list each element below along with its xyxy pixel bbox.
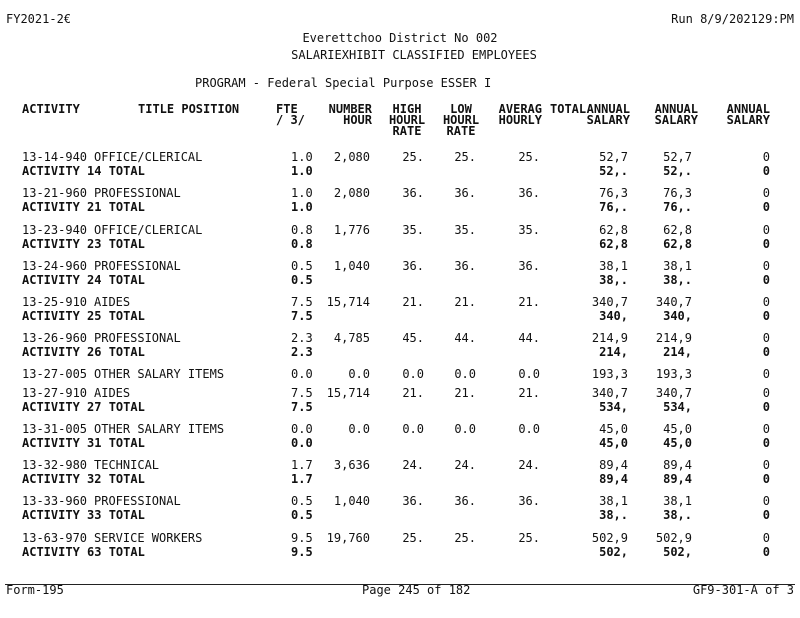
row-annual-salary-1: 534, [599,400,628,414]
row-fte: 2.3 [291,345,313,359]
row-annual-salary-1: 52,7 [599,150,628,164]
row-high-rate: 35. [402,223,424,237]
row-activity: ACTIVITY 14 TOTAL [22,164,145,178]
row-title: AIDES [94,295,131,309]
table-row [0,223,800,237]
row-annual-salary-1: 76,3 [599,186,628,200]
row-high-rate: 21. [402,295,424,309]
form-number: Form-195 [6,583,64,597]
row-annual-salary-1: 340,7 [591,295,628,309]
row-annual-salary-3: 0 [762,200,770,214]
row-low-rate: 36. [454,186,476,200]
row-activity: ACTIVITY 24 TOTAL [22,273,145,287]
run-stamp: Run 8/9/202129:PM [671,12,794,26]
row-annual-salary-1: 45,0 [599,422,628,436]
row-average-hourly: 36. [518,494,540,508]
row-annual-salary-2: 214,9 [655,331,692,345]
row-annual-salary-3: 0 [762,508,770,522]
row-activity: 13-63-970 [22,531,88,545]
row-annual-salary-2: 38,. [663,508,692,522]
row-activity: 13-33-960 [22,494,88,508]
col-low-rate: LOW HOURL RATE [442,102,480,138]
row-annual-salary-2: 214, [663,345,692,359]
row-annual-salary-2: 45,0 [663,422,692,436]
row-hours: 0.0 [348,367,370,381]
col-activity: ACTIVITY [22,102,80,116]
row-high-rate: 24. [402,458,424,472]
table-row [0,331,800,345]
row-fte: 7.5 [291,386,313,400]
row-annual-salary-1: 38,1 [599,259,628,273]
row-annual-salary-1: 38,. [599,508,628,522]
row-low-rate: 36. [454,259,476,273]
row-annual-salary-2: 38,1 [663,494,692,508]
row-title: SERVICE WORKERS [94,531,203,545]
table-row [0,531,800,545]
row-hours: 19,760 [326,531,370,545]
row-annual-salary-1: 89,4 [599,472,628,486]
row-fte: 0.5 [291,273,313,287]
table-row [0,295,800,309]
row-annual-salary-3: 0 [762,531,770,545]
row-annual-salary-1: 214,9 [591,331,628,345]
row-annual-salary-2: 340,7 [655,386,692,400]
row-annual-salary-2: 340, [663,309,692,323]
row-fte: 1.0 [291,186,313,200]
col-high-rate: HIGH HOURL RATE [388,102,426,138]
row-hours: 2,080 [333,150,370,164]
col-number-hours: NUMBER HOUR [328,102,372,127]
row-annual-salary-2: 38,. [663,273,692,287]
row-hours: 15,714 [326,295,370,309]
row-annual-salary-2: 193,3 [655,367,692,381]
row-annual-salary-3: 0 [762,422,770,436]
row-activity: 13-23-940 [22,223,88,237]
row-title: AIDES [94,386,131,400]
row-annual-salary-3: 0 [762,259,770,273]
row-activity: 13-31-005 [22,422,88,436]
row-annual-salary-2: 89,4 [663,458,692,472]
row-annual-salary-3: 0 [762,494,770,508]
row-activity: 13-21-960 [22,186,88,200]
row-fte: 7.5 [291,295,313,309]
row-average-hourly: 24. [518,458,540,472]
row-annual-salary-2: 52,7 [663,150,692,164]
row-annual-salary-3: 0 [762,458,770,472]
subtotal-row [0,345,800,359]
row-annual-salary-2: 76,3 [663,186,692,200]
table-row [0,150,800,164]
col-average-hourly: AVERAG HOURLY [498,102,542,127]
row-hours: 1,040 [333,259,370,273]
row-high-rate: 45. [402,331,424,345]
row-fte: 1.7 [291,472,313,486]
row-annual-salary-3: 0 [762,309,770,323]
row-average-hourly: 0.0 [518,422,540,436]
row-activity: 13-32-980 [22,458,88,472]
row-fte: 9.5 [291,545,313,559]
row-hours: 1,040 [333,494,370,508]
col-annual-salary-2: ANNUAL SALARY [654,102,698,127]
row-annual-salary-3: 0 [762,345,770,359]
row-title: PROFESSIONAL [94,494,181,508]
row-title: OTHER SALARY ITEMS [94,367,225,381]
row-low-rate: 21. [454,295,476,309]
row-annual-salary-1: 52,. [599,164,628,178]
row-annual-salary-2: 502,9 [655,531,692,545]
row-high-rate: 25. [402,531,424,545]
row-annual-salary-1: 62,8 [599,237,628,251]
row-annual-salary-3: 0 [762,237,770,251]
row-annual-salary-2: 502, [663,545,692,559]
subtotal-row [0,237,800,251]
row-fte: 0.0 [291,436,313,450]
row-title: PROFESSIONAL [94,331,181,345]
row-annual-salary-2: 89,4 [663,472,692,486]
row-activity: ACTIVITY 23 TOTAL [22,237,145,251]
row-hours: 4,785 [333,331,370,345]
row-annual-salary-1: 38,. [599,273,628,287]
row-average-hourly: 21. [518,386,540,400]
row-average-hourly: 21. [518,295,540,309]
row-activity: ACTIVITY 26 TOTAL [22,345,145,359]
row-fte: 9.5 [291,531,313,545]
row-annual-salary-2: 52,. [663,164,692,178]
row-low-rate: 24. [454,458,476,472]
row-activity: ACTIVITY 31 TOTAL [22,436,145,450]
row-annual-salary-3: 0 [762,545,770,559]
row-activity: ACTIVITY 63 TOTAL [22,545,145,559]
row-annual-salary-3: 0 [762,150,770,164]
row-average-hourly: 36. [518,186,540,200]
row-low-rate: 21. [454,386,476,400]
fiscal-year: FY2021-2€ [6,12,72,26]
row-hours: 2,080 [333,186,370,200]
table-row [0,386,800,400]
row-annual-salary-2: 45,0 [663,436,692,450]
row-title: PROFESSIONAL [94,186,181,200]
row-annual-salary-3: 0 [762,186,770,200]
row-title: OTHER SALARY ITEMS [94,422,225,436]
row-hours: 1,776 [333,223,370,237]
row-fte: 0.0 [291,367,313,381]
row-annual-salary-1: 62,8 [599,223,628,237]
row-annual-salary-1: 502,9 [591,531,628,545]
table-row [0,367,800,381]
row-average-hourly: 25. [518,150,540,164]
row-high-rate: 36. [402,259,424,273]
table-row [0,186,800,200]
row-fte: 0.5 [291,494,313,508]
row-activity: ACTIVITY 21 TOTAL [22,200,145,214]
row-fte: 7.5 [291,400,313,414]
row-low-rate: 0.0 [454,422,476,436]
row-fte: 7.5 [291,309,313,323]
subtotal-row [0,273,800,287]
form-code: GF9-301-A of 3 [692,583,794,597]
row-annual-salary-3: 0 [762,331,770,345]
row-fte: 1.0 [291,200,313,214]
table-row [0,259,800,273]
row-activity: ACTIVITY 25 TOTAL [22,309,145,323]
subtotal-row [0,164,800,178]
row-activity: ACTIVITY 27 TOTAL [22,400,145,414]
row-high-rate: 21. [402,386,424,400]
row-annual-salary-2: 38,1 [663,259,692,273]
row-activity: 13-27-910 [22,386,88,400]
row-activity: ACTIVITY 32 TOTAL [22,472,145,486]
row-activity: 13-27-005 [22,367,88,381]
row-low-rate: 35. [454,223,476,237]
row-fte: 1.0 [291,150,313,164]
page-number: Page 245 of 182 [362,583,471,597]
row-annual-salary-1: 89,4 [599,458,628,472]
row-annual-salary-3: 0 [762,223,770,237]
row-fte: 1.7 [291,458,313,472]
col-annual-salary-1: ANNUAL SALARY [586,102,630,127]
row-annual-salary-1: 45,0 [599,436,628,450]
table-row [0,422,800,436]
row-activity: 13-26-960 [22,331,88,345]
row-activity: 13-24-960 [22,259,88,273]
row-annual-salary-1: 76,. [599,200,628,214]
row-average-hourly: 44. [518,331,540,345]
row-fte: 0.5 [291,508,313,522]
row-low-rate: 0.0 [454,367,476,381]
row-title: OFFICE/CLERICAL [94,223,203,237]
row-fte: 2.3 [291,331,313,345]
row-fte: 0.5 [291,259,313,273]
row-annual-salary-2: 62,8 [663,237,692,251]
subtotal-row [0,436,800,450]
row-annual-salary-3: 0 [762,386,770,400]
row-average-hourly: 36. [518,259,540,273]
row-annual-salary-1: 340,7 [591,386,628,400]
row-activity: 13-25-910 [22,295,88,309]
row-annual-salary-1: 340, [599,309,628,323]
row-annual-salary-2: 534, [663,400,692,414]
col-total: TOTAL [550,102,587,116]
row-annual-salary-2: 62,8 [663,223,692,237]
row-high-rate: 36. [402,494,424,508]
subtotal-row [0,400,800,414]
row-fte: 1.0 [291,164,313,178]
row-average-hourly: 25. [518,531,540,545]
row-annual-salary-2: 76,. [663,200,692,214]
row-activity: ACTIVITY 33 TOTAL [22,508,145,522]
exhibit-title: SALARIEXHIBIT CLASSIFIED EMPLOYEES [291,48,537,62]
row-high-rate: 25. [402,150,424,164]
subtotal-row [0,200,800,214]
district-line: Everettchoo District No 002 [302,31,498,45]
row-annual-salary-1: 502, [599,545,628,559]
row-annual-salary-3: 0 [762,400,770,414]
row-annual-salary-3: 0 [762,472,770,486]
subtotal-row [0,472,800,486]
row-high-rate: 36. [402,186,424,200]
row-annual-salary-1: 38,1 [599,494,628,508]
row-annual-salary-3: 0 [762,367,770,381]
row-low-rate: 25. [454,150,476,164]
row-high-rate: 0.0 [402,367,424,381]
row-title: OFFICE/CLERICAL [94,150,203,164]
row-annual-salary-1: 193,3 [591,367,628,381]
row-annual-salary-3: 0 [762,164,770,178]
row-annual-salary-3: 0 [762,273,770,287]
col-title: TITLE POSITION [138,102,240,116]
row-annual-salary-1: 214, [599,345,628,359]
row-annual-salary-3: 0 [762,295,770,309]
col-fte: FTE / 3/ [276,102,305,127]
row-title: PROFESSIONAL [94,259,181,273]
table-row [0,494,800,508]
row-title: TECHNICAL [94,458,160,472]
table-row [0,458,800,472]
row-activity: 13-14-940 [22,150,88,164]
row-low-rate: 44. [454,331,476,345]
row-annual-salary-3: 0 [762,436,770,450]
row-hours: 3,636 [333,458,370,472]
subtotal-row [0,309,800,323]
col-annual-salary-3: ANNUAL SALARY [726,102,770,127]
row-average-hourly: 0.0 [518,367,540,381]
row-hours: 0.0 [348,422,370,436]
row-fte: 0.8 [291,223,313,237]
subtotal-row [0,545,800,559]
subtotal-row [0,508,800,522]
row-hours: 15,714 [326,386,370,400]
program-line: PROGRAM - Federal Special Purpose ESSER I [195,76,492,90]
row-low-rate: 36. [454,494,476,508]
row-annual-salary-2: 340,7 [655,295,692,309]
row-fte: 0.8 [291,237,313,251]
row-low-rate: 25. [454,531,476,545]
row-fte: 0.0 [291,422,313,436]
row-high-rate: 0.0 [402,422,424,436]
row-average-hourly: 35. [518,223,540,237]
